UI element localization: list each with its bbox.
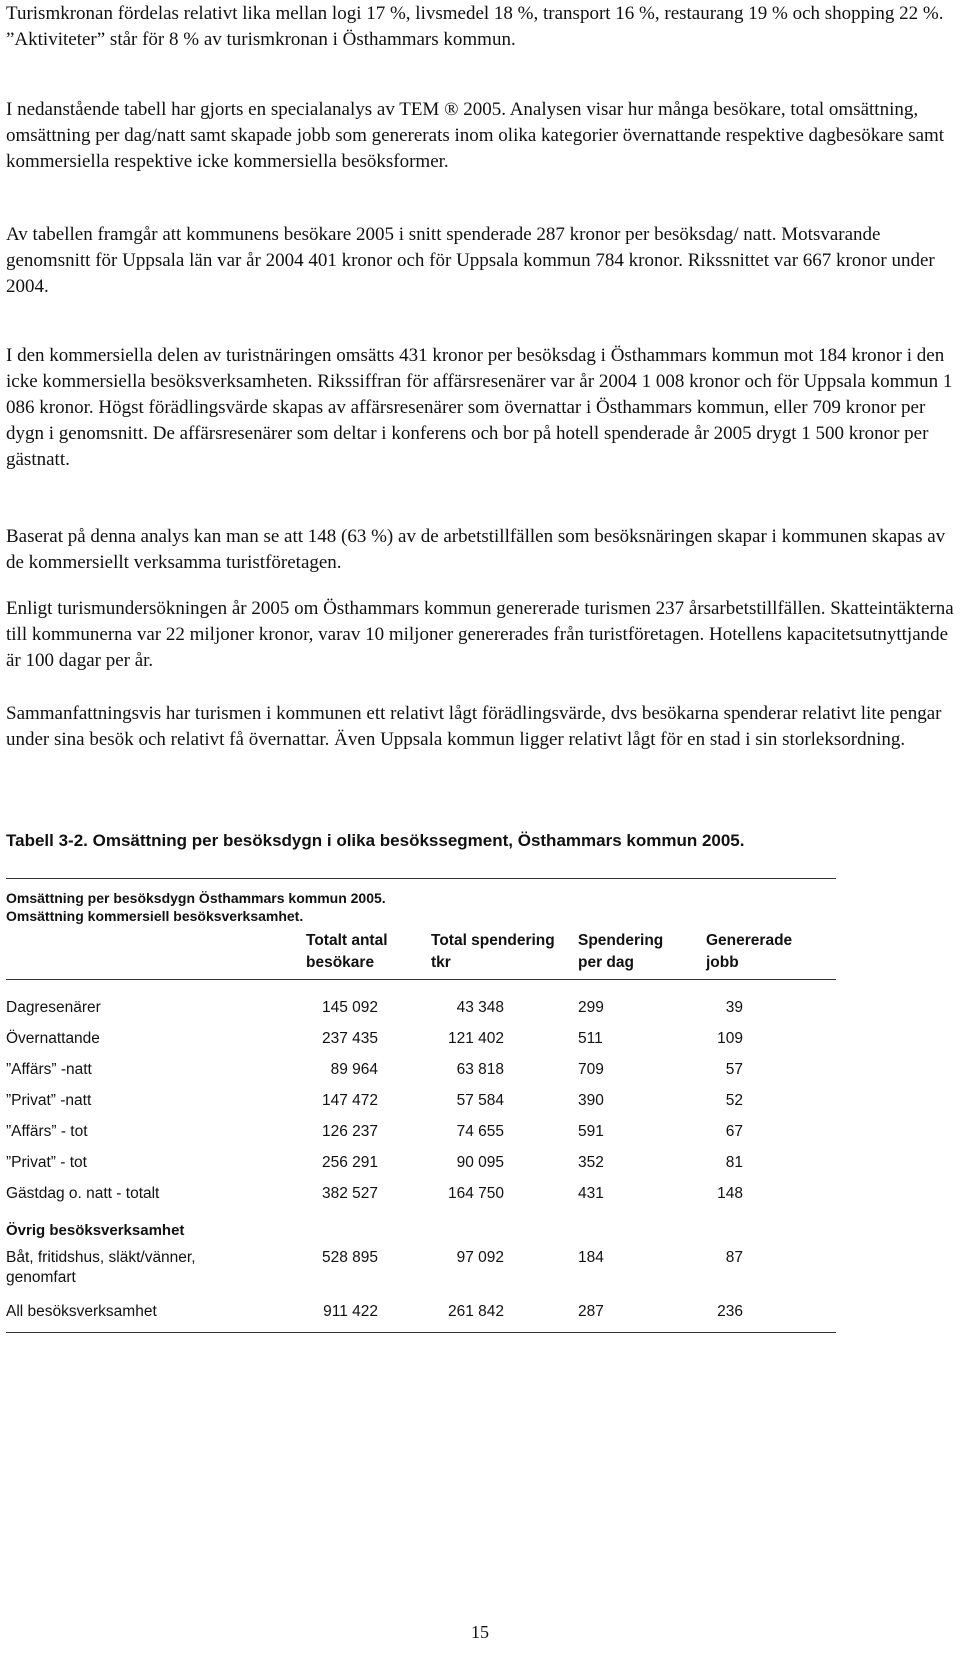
cell-jobb: 148 [717,1185,743,1202]
cell-jobb: 87 [725,1249,743,1266]
cell-jobb: 39 [725,999,743,1016]
cell-per-dag: 184 [578,1249,604,1266]
table-caption: Tabell 3-2. Omsättning per besöksdygn i olika besökssegment, Östhammars kommun 2005. [6,831,745,850]
cell-per-dag: 511 [578,1030,603,1047]
cell-per-dag: 299 [578,999,604,1016]
row-label: Dagresenärer [6,999,101,1016]
cell-spendering: 164 750 [447,1185,504,1202]
table-row [6,1122,836,1146]
paragraph-specialanalys: I nedanstående tabell har gjorts en specialanalys av TEM ® 2005. Analysen visar hur många besökare, total omsättning, omsättning per dag/natt samt skapade jobb som genererats inom olika kategorier övernattande respektive dagbesökare samt kommersiella respektive icke kommersiella besöksformer. [6,99,945,172]
cell-jobb: 57 [725,1061,743,1078]
paragraph-snitt-spendering: Av tabellen framgår att kommunens besökare 2005 i snitt spenderade 287 kronor per besöksdag/ natt. Motsvarande genomsnitt för Uppsala län var år 2004 401 kronor och för Uppsala kommun 784 kronor. Rikssnittet var 667 kronor under 2004. [6,224,935,297]
cell-jobb: 109 [717,1030,743,1047]
cell-per-dag: 591 [578,1123,604,1140]
table-row [6,1184,836,1208]
cell-besokare: 256 291 [321,1154,378,1171]
cell-besokare: 145 092 [321,999,378,1016]
column-header-jobb: Genererade jobb [706,932,793,971]
row-label: ”Privat” - tot [6,1154,87,1171]
cell-per-dag: 352 [578,1154,604,1171]
table-bottom-rule [6,1332,836,1333]
paragraph-turismkronan: Turismkronan fördelas relativt lika mellan logi 17 %, livsmedel 18 %, transport 16 %, restaurang 19 % och shopping 22 %. ”Aktiviteter” står för 8 % av turismkronan i Östhammars kommun. [6,3,944,50]
table-row [6,1060,836,1084]
cell-spendering: 57 584 [456,1092,504,1109]
table-row [6,998,836,1022]
cell-spendering: 43 348 [456,999,504,1016]
column-header-total-spendering: Total spendering tkr [431,932,555,971]
column-header-besokare: Totalt antal besökare [306,932,388,971]
cell-besokare: 911 422 [323,1303,378,1320]
cell-besokare: 237 435 [321,1030,378,1047]
table-row [6,1029,836,1053]
table-note-2: Omsättning kommersiell besöksverksamhet. [6,908,304,924]
row-label: Båt, fritidshus, släkt/vänner, genomfart [6,1249,196,1286]
table-row [6,1091,836,1115]
cell-besokare: 382 527 [321,1185,378,1202]
cell-besokare: 147 472 [321,1092,378,1109]
cell-per-dag: 287 [578,1303,604,1320]
row-label: ”Affärs” -natt [6,1061,92,1078]
table-row [6,1248,836,1292]
cell-besokare: 126 237 [321,1123,378,1140]
paragraph-sammanfattning: Sammanfattningsvis har turismen i kommunen ett relativt lågt förädlingsvärde, dvs besökarna spenderar relativt lite pengar under sina besök och relativt få övernattar. Även Uppsala kommun ligger relativt lågt för en stad i sin storleksordning. [6,703,942,750]
cell-spendering: 121 402 [447,1030,504,1047]
cell-spendering: 63 818 [456,1061,504,1078]
cell-per-dag: 709 [578,1061,604,1078]
paragraph-kommersiella-delen: I den kommersiella delen av turistnäringen omsätts 431 kronor per besöksdag i Östhammars kommun mot 184 kronor i den icke kommersiella besöksverksamheten. Rikssiffran för affärsresenärer var år 2004 1 008 kronor och för Uppsala kommun 1 086 kronor. Högst förädlingsvärde skapas av affärsresenärer som övernattar i Östhammars kommun, eller 709 kronor per dygn i genomsnitt. De affärsresenärer som deltar i konferens och bor på hotell spenderade år 2005 drygt 1 500 kronor per gästnatt. [6,345,953,470]
table-row [6,1302,836,1326]
cell-jobb: 52 [725,1092,743,1109]
paragraph-turismundersokning: Enligt turismundersökningen år 2005 om Östhammars kommun genererade turismen 237 årsarbetstillfällen. Skatteintäkterna till kommunerna var 22 miljoner kronor, varav 10 miljoner genererades från turistföretagen. Hotellens kapacitetsutnyttjande är 100 dagar per år. [6,598,954,671]
cell-jobb: 67 [725,1123,743,1140]
cell-per-dag: 390 [578,1092,604,1109]
section-heading-ovrig: Övrig besöksverksamhet [6,1222,185,1239]
table-row [6,1153,836,1177]
row-label: All besöksverksamhet [6,1303,157,1320]
cell-spendering: 90 095 [456,1154,504,1171]
cell-per-dag: 431 [578,1185,604,1202]
table-note-1: Omsättning per besöksdygn Östhammars kommun 2005. [6,890,386,906]
paragraph-arbetstillfallen: Baserat på denna analys kan man se att 148 (63 %) av de arbetstillfällen som besöksnäringen skapar i kommunen skapas av de kommersiellt verksamma turistföretagen. [6,526,946,573]
page-number: 15 [471,1622,489,1642]
row-label: ”Affärs” - tot [6,1123,88,1140]
cell-spendering: 97 092 [456,1249,504,1266]
cell-spendering: 74 655 [456,1123,504,1140]
header-rule [6,979,836,980]
table-top-rule [6,878,836,879]
cell-besokare: 528 895 [321,1249,378,1266]
column-header-spendering-per-dag: Spendering per dag [578,932,664,971]
row-label: Gästdag o. natt - totalt [6,1185,160,1202]
row-label: Övernattande [6,1030,100,1047]
cell-besokare: 89 964 [330,1061,378,1078]
cell-spendering: 261 842 [447,1303,504,1320]
cell-jobb: 81 [725,1154,743,1171]
row-label: ”Privat” -natt [6,1092,92,1109]
cell-jobb: 236 [717,1303,743,1320]
